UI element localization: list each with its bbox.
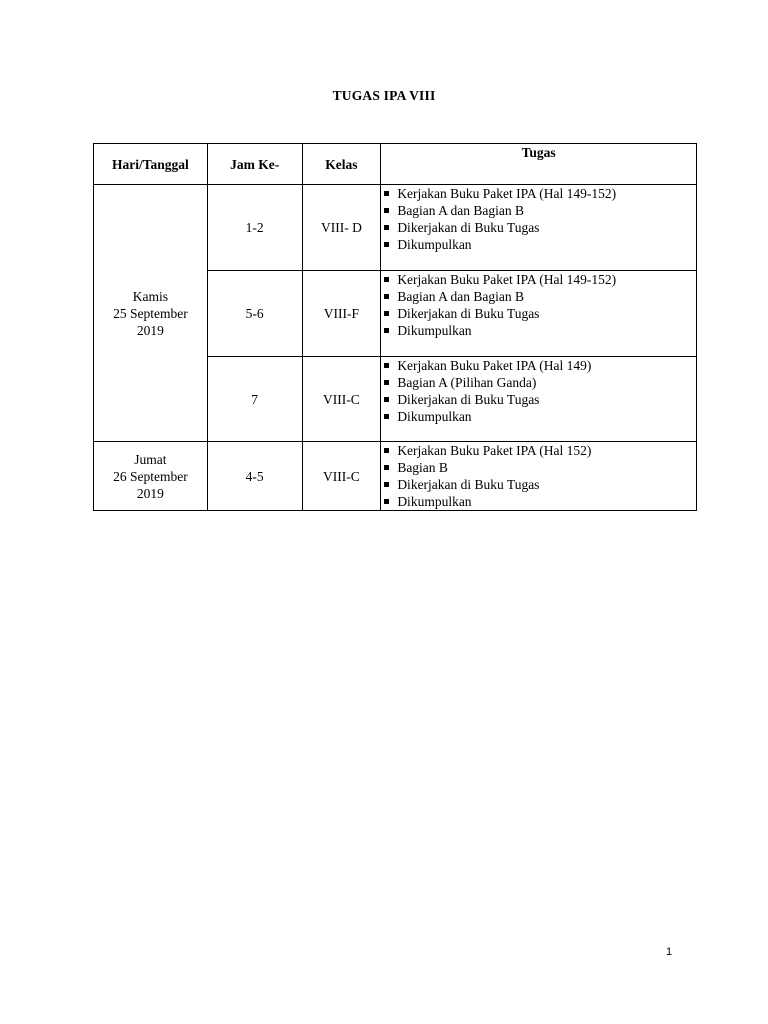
square-bullet-icon [384,225,389,230]
list-item: Bagian A dan Bagian B [381,288,696,305]
list-item: Dikerjakan di Buku Tugas [381,305,696,322]
header-jam-ke: Jam Ke- [207,144,302,185]
tugas-list [381,271,696,339]
kelas-cell: VIII-C [302,357,381,442]
table-header-row [94,144,697,185]
list-item: Dikumpulkan [381,408,696,425]
square-bullet-icon [384,242,389,247]
jam-cell: 7 [207,357,302,442]
jam-cell: 5-6 [207,271,302,357]
square-bullet-icon [384,499,389,504]
tugas-list [381,442,696,510]
tugas-cell [381,442,697,511]
tugas-cell [381,357,697,442]
tugas-list [381,357,696,425]
document-title: TUGAS IPA VIII [332,88,436,103]
list-item: Dikerjakan di Buku Tugas [381,476,696,493]
square-bullet-icon [384,328,389,333]
list-item: Kerjakan Buku Paket IPA (Hal 152) [381,442,696,459]
square-bullet-icon [384,380,389,385]
day-cell-jumat [94,442,208,511]
day-year: 2019 [136,485,164,501]
square-bullet-icon [384,414,389,419]
square-bullet-icon [384,191,389,196]
list-item: Kerjakan Buku Paket IPA (Hal 149-152) [381,271,696,288]
day-name: Kamis [132,288,169,304]
square-bullet-icon [384,277,389,282]
list-item: Kerjakan Buku Paket IPA (Hal 149-152) [381,185,696,202]
list-item: Bagian A (Pilihan Ganda) [381,374,696,391]
jam-cell: 4-5 [207,442,302,511]
square-bullet-icon [384,448,389,453]
kelas-cell: VIII-F [302,271,381,357]
list-item: Bagian A dan Bagian B [381,202,696,219]
header-tugas: Tugas [381,144,697,185]
day-name: Jumat [134,451,167,467]
square-bullet-icon [384,311,389,316]
day-date: 26 September [113,468,188,484]
list-item: Kerjakan Buku Paket IPA (Hal 149) [381,357,696,374]
jam-cell: 1-2 [207,185,302,271]
list-item: Bagian B [381,459,696,476]
square-bullet-icon [384,363,389,368]
day-date: 25 September [113,305,188,321]
list-item: Dikumpulkan [381,236,696,253]
header-hari-tanggal: Hari/Tanggal [94,144,208,185]
square-bullet-icon [384,465,389,470]
tugas-cell [381,185,697,271]
list-item: Dikerjakan di Buku Tugas [381,391,696,408]
day-cell-kamis [94,185,208,442]
table-row [94,185,697,271]
kelas-cell: VIII- D [302,185,381,271]
square-bullet-icon [384,208,389,213]
header-kelas: Kelas [302,144,381,185]
day-year: 2019 [136,322,164,338]
assignment-table [93,143,697,511]
kelas-cell: VIII-C [302,442,381,511]
list-item: Dikumpulkan [381,493,696,510]
square-bullet-icon [384,397,389,402]
square-bullet-icon [384,482,389,487]
list-item: Dikerjakan di Buku Tugas [381,219,696,236]
list-item: Dikumpulkan [381,322,696,339]
tugas-list [381,185,696,253]
square-bullet-icon [384,294,389,299]
tugas-cell [381,271,697,357]
page-number: 1 [666,946,673,958]
table-row [94,442,697,511]
